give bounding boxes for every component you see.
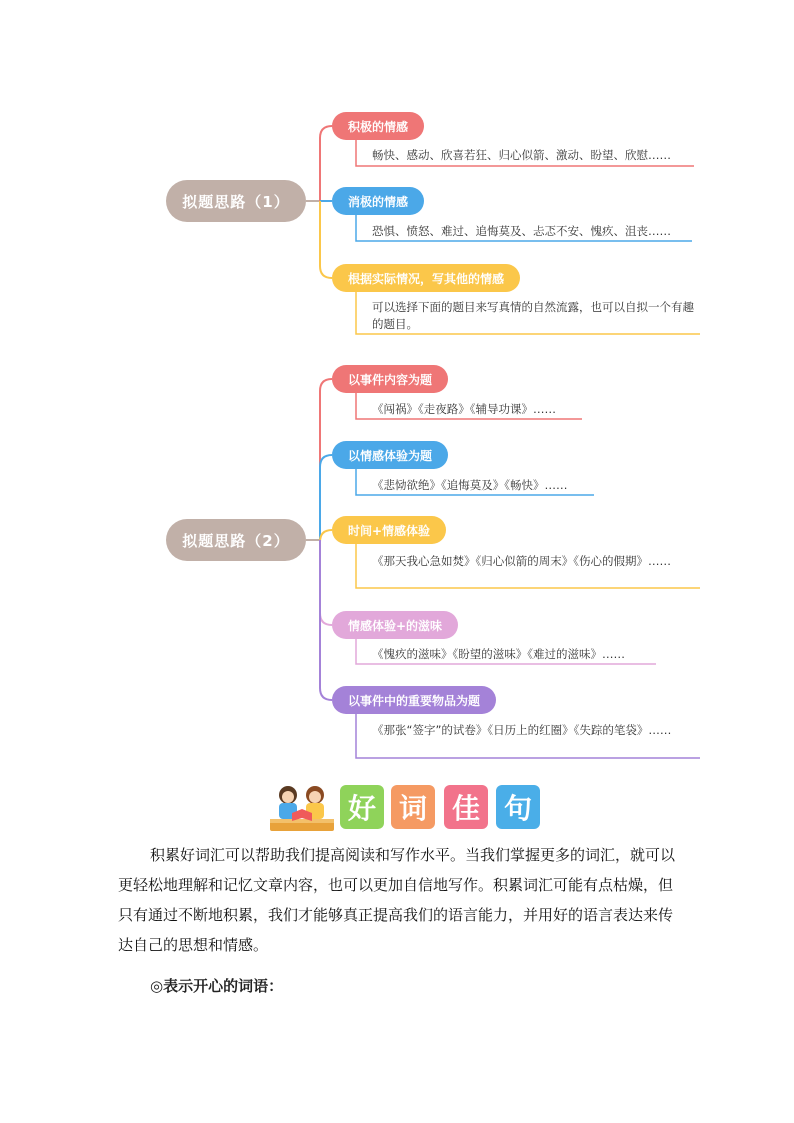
badge-ci <box>391 785 435 829</box>
mindmap2-branch-time: 时间+情感体验 <box>332 516 446 544</box>
mindmap1-leaf-positive: 畅快、感动、欣喜若狂、归心似箭、激动、盼望、欣慰…… <box>372 148 671 162</box>
mindmap1-leaf-other: 可以选择下面的题目来写真情的自然流露，也可以自拟一个有趣的题目。 <box>372 300 694 331</box>
mindmap1-branch-positive: 积极的情感 <box>332 112 424 140</box>
badge-ju-char: 句 <box>503 792 532 825</box>
mindmap2-leaf-emotion: 《悲恸欲绝》《追悔莫及》《畅快》…… <box>372 478 568 492</box>
badge-hao <box>340 785 384 829</box>
badge-ju <box>496 785 540 829</box>
mindmap2-leaf-event: 《闯祸》《走夜路》《辅导功课》…… <box>372 402 556 416</box>
mindmap2-root: 拟题思路（2） <box>166 519 306 561</box>
badge-jia-char: 佳 <box>451 792 480 825</box>
mindmap1-branch-other: 根据实际情况，写其他的情感 <box>332 264 520 292</box>
intro-paragraph: 积累好词汇可以帮助我们提高阅读和写作水平。当我们掌握更多的词汇，就可以更轻松地理解和记忆文章内容，也可以更加自信地写作。积累词汇可能有点枯燥，但只有通过不断地积累，我们才能够真正提高我们的语言能力，并用好的语言表达来传达自己的思想和情感。 <box>118 846 676 954</box>
mindmap1-branch-negative: 消极的情感 <box>332 187 424 215</box>
mindmap2-branch-object: 以事件中的重要物品为题 <box>332 686 496 714</box>
happy-words-heading: ◎表示开心的词语： <box>150 977 284 995</box>
students-reading-icon <box>268 783 336 833</box>
mindmap1-leaf-negative: 恐惧、愤怒、难过、追悔莫及、忐忑不安、愧疚、沮丧…… <box>372 224 671 238</box>
mindmap2-leaf-time: 《那天我心急如焚》《归心似箭的周末》《伤心的假期》…… <box>372 554 671 568</box>
badge-ci-char: 词 <box>398 792 427 825</box>
mindmap2-leaf-object: 《那张“签字”的试卷》《日历上的红圈》《失踪的笔袋》…… <box>372 723 672 737</box>
badge-hao-char: 好 <box>347 792 376 825</box>
mindmap2-branch-taste: 情感体验+的滋味 <box>332 611 458 639</box>
mindmap2-leaf-taste: 《愧疚的滋味》《盼望的滋味》《难过的滋味》…… <box>372 647 625 661</box>
mindmap2-branch-event: 以事件内容为题 <box>332 365 448 393</box>
mindmap1-root: 拟题思路（1） <box>166 180 306 222</box>
mindmap2-branch-emotion: 以情感体验为题 <box>332 441 448 469</box>
badge-jia <box>444 785 488 829</box>
